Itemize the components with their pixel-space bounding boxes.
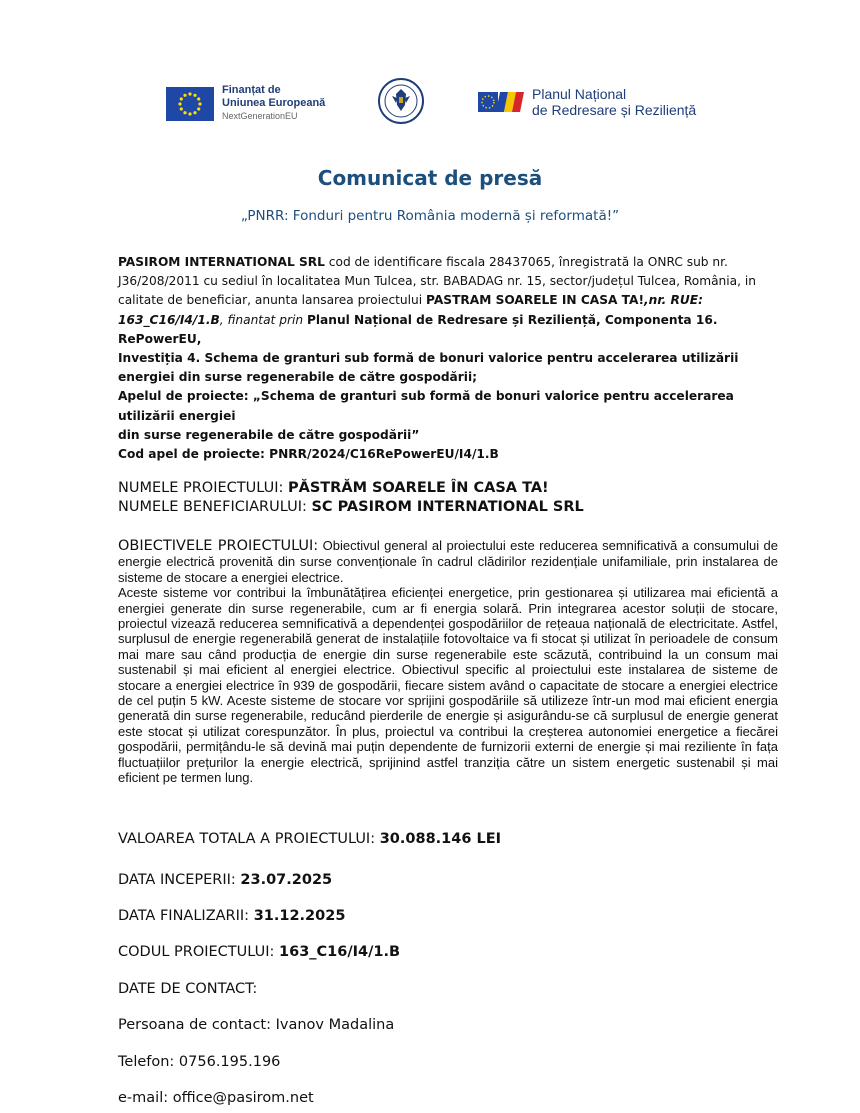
- pnrr-logo-line1: Planul Național: [532, 86, 627, 102]
- project-name-row: [118, 479, 778, 498]
- project-code-label: CODUL PROIECTULUI:: [118, 944, 280, 960]
- investment-text: Investiția 4. Schema de granturi sub formă de bonuri valorice pentru accelerarea utilizării energiei din surse regenerabile de către gospodării;: [118, 351, 739, 385]
- eu-logo-line2: Uniunea Europeană: [222, 97, 326, 109]
- government-seal-icon: [378, 78, 424, 124]
- end-date-row: [118, 908, 345, 924]
- intro-text-1: cod de identificare fiscala 28437065, înregistrată la ONRC sub nr. J36/208/2011 cu sediul în localitatea Mun Tulcea, str. BABADAG nr. 15, sector/județul Tulcea, România, in calitate de beneficiar, anunta lansarea proiectului: [118, 255, 756, 308]
- end-date-label: DATA FINALIZARII:: [118, 908, 254, 924]
- start-date-row: [118, 872, 332, 888]
- contact-heading: DATE DE CONTACT:: [118, 981, 258, 997]
- logo-bar: [0, 76, 860, 130]
- start-date-value: 23.07.2025: [240, 872, 333, 888]
- objectives-block: [118, 538, 778, 786]
- project-caps: PASTRAM SOARELE IN CASA TA!: [426, 293, 645, 308]
- company-name: PASIROM INTERNATIONAL SRL: [118, 255, 325, 269]
- total-value-label: VALOAREA TOTALA A PROIECTULUI:: [118, 831, 380, 847]
- project-name-label: NUMELE PROIECTULUI:: [118, 480, 288, 496]
- project-code-value: 163_C16/I4/1.B: [279, 944, 401, 960]
- intro-block: [118, 253, 778, 464]
- contact-person: Persoana de contact: Ivanov Madalina: [118, 1017, 395, 1033]
- call-code: Cod apel de proiecte: PNRR/2024/C16RePowerEU/I4/1.B: [118, 447, 499, 462]
- intro-paragraph: [118, 253, 778, 349]
- project-names: [118, 479, 778, 517]
- eu-logo-line1: Finanțat de: [222, 84, 281, 96]
- beneficiary-row: [118, 498, 778, 517]
- pnrr-logo: [478, 86, 696, 118]
- beneficiary-label: NUMELE BENEFICIARULUI:: [118, 499, 312, 515]
- pnrr-logo-line2: de Redresare și Reziliență: [532, 102, 697, 118]
- call-line-2: din surse regenerabile de către gospodării”: [118, 427, 420, 442]
- program-name: Planul Național de Redresare și Reziliență, Componenta 16. RePowerEU,: [118, 312, 718, 346]
- call-line-1: Apelul de proiecte: „Schema de granturi sub formă de bonuri valorice pentru accelerarea utilizării energiei: [118, 389, 734, 423]
- press-release-title: Comunicat de presă: [317, 166, 543, 190]
- contact-phone: Telefon: 0756.195.196: [118, 1054, 281, 1070]
- beneficiary-value: SC PASIROM INTERNATIONAL SRL: [311, 499, 584, 515]
- objectives-paragraph-1: Obiectivul general al proiectului este reducerea semnificativă a consumului de energie electrică provenită din surse convenționale în cadrul clădirilor rezidențiale unifamiliale, prin instalarea de sisteme de stocare a energiei electrice.: [118, 538, 778, 585]
- total-value-row: [118, 831, 501, 847]
- intro-text-2: , finantat prin: [219, 312, 307, 327]
- eu-flag-icon: [166, 87, 214, 121]
- objectives-label: OBIECTIVELE PROIECTULUI:: [118, 538, 319, 554]
- rue-number: ,nr. RUE: 163_C16/I4/1.B: [118, 293, 703, 327]
- total-value-amount: 30.088.146 LEI: [379, 831, 502, 847]
- eu-funding-logo: [166, 84, 325, 123]
- press-release-subtitle: „PNRR: Fonduri pentru România modernă și reformată!”: [240, 208, 620, 224]
- project-name-value: PĂSTRĂM SOARELE ÎN CASA TA!: [288, 480, 549, 496]
- contact-email: e-mail: office@pasirom.net: [118, 1090, 314, 1106]
- project-code-row: [118, 944, 400, 960]
- start-date-label: DATA INCEPERII:: [118, 872, 241, 888]
- end-date-value: 31.12.2025: [253, 908, 346, 924]
- eu-logo-line3: NextGenerationEU: [222, 111, 298, 121]
- pnrr-flag-icon: [478, 88, 526, 116]
- objectives-paragraph-2: Aceste sisteme vor contribui la îmbunătățirea eficienței energetice, prin gestionarea și utilizarea mai eficientă a energiei generate din surse regenerabile, cum ar fi energia solară. Prin integrarea acestor soluții de stocare, proiectul vizează reducerea semnificativă a dependenței gospodăriilor de rețeaua națională de electricitate. Astfel, surplusul de energie regenerabilă generat de instalațiile fotovoltaice va fi stocat și utilizat în perioadele de consum mai mare sau când producția de energie din surse regenerabile este scăzută, contribuind la un consum mai sustenabil și mai eficient al energiei electrice. Obiectivul specific al proiectului este instalarea de sisteme de stocare a energiei electrice în 939 de gospodării, fiecare sistem având o capacitate de stocare a energiei electrice de cel puțin 5 kW. Aceste sisteme de stocare vor sprijini gospodăriile să utilizeze într-un mod mai eficient energia generată din surse regenerabile, reducând pierderile de energie și asigurându-se că surplusul de energie generat este stocat și utilizat corespunzător. În plus, proiectul va contribui la creșterea autonomiei energetice a fiecărei gospodării, permițându-le să devină mai puțin dependente de furnizorii externi de energie și mai reziliente în fața fluctuațiilor prețurilor la energie electrică, sprijinind astfel tranziția către un sistem energetic sustenabil și mai eficient pe termen lung.: [118, 585, 778, 786]
